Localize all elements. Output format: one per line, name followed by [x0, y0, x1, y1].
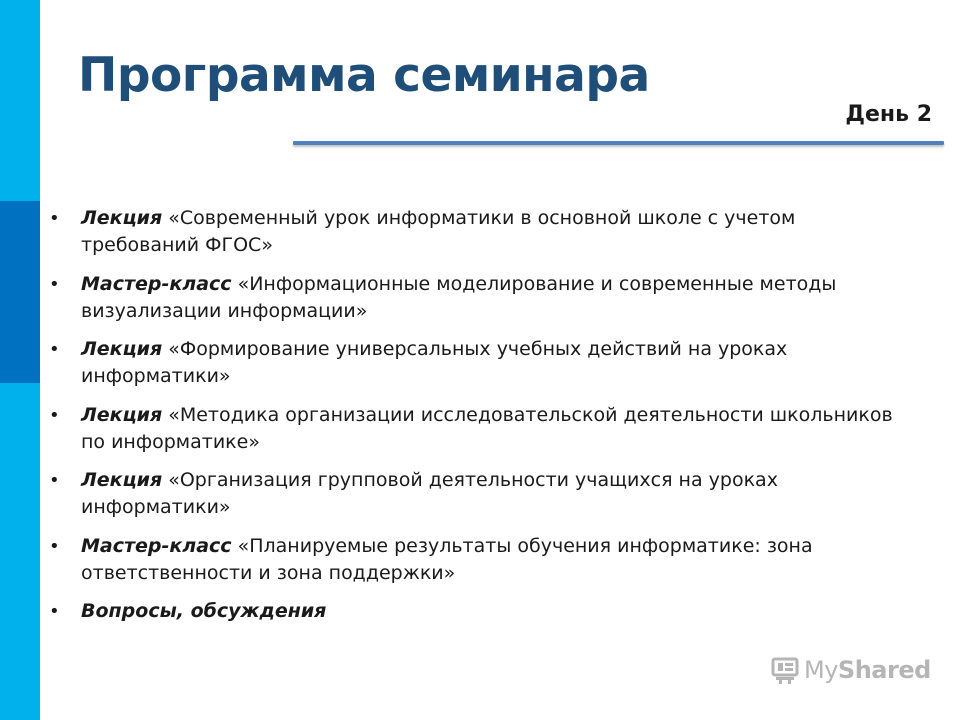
bullet-icon: • [49, 601, 60, 622]
projector-screen-icon [770, 655, 800, 685]
agenda-item [46, 598, 906, 625]
agenda-item-topic: «Современный урок информатики в основной школе с учетом требований ФГОС» [81, 207, 796, 256]
bullet-icon: • [49, 208, 60, 229]
bullet-icon: • [49, 535, 60, 557]
agenda-item-topic: «Организация групповой деятельности учащихся на уроках информатики» [81, 469, 778, 518]
agenda-item [46, 402, 906, 456]
watermark-text [804, 655, 931, 685]
title-divider [293, 141, 944, 145]
agenda-item-kind: Лекция [81, 207, 163, 229]
myshared-watermark[interactable] [770, 655, 931, 685]
slide-title: Программа семинара [78, 48, 650, 103]
agenda-item-kind: Лекция [81, 469, 163, 491]
agenda-item-kind: Вопросы, обсуждения [81, 600, 327, 622]
bullet-icon: • [49, 339, 60, 360]
agenda-item-kind: Мастер-класс [81, 272, 232, 295]
side-bar-accent [0, 201, 40, 383]
day-label: День 2 [845, 102, 932, 127]
agenda-item [46, 467, 906, 521]
agenda-item [46, 205, 906, 259]
agenda-item-topic: «Планируемые результаты обучения информатике: зона ответственности и зона поддержки» [81, 534, 813, 584]
bullet-icon: • [49, 470, 60, 491]
agenda-item-topic: «Информационные моделирование и современные методы визуализации информации» [81, 272, 837, 322]
agenda-item-kind: Лекция [81, 403, 163, 426]
watermark-text-bold: Shared [837, 656, 931, 684]
agenda-list [46, 205, 906, 637]
agenda-item-kind: Лекция [81, 338, 163, 360]
agenda-item-topic: «Методика организации исследовательской деятельности школьников по информатике» [81, 403, 893, 453]
agenda-item [46, 533, 906, 587]
agenda-item-kind: Мастер-класс [81, 534, 232, 557]
agenda-item [46, 271, 906, 325]
watermark-text-light: My [804, 656, 838, 684]
bullet-icon: • [49, 404, 60, 426]
agenda-item [46, 336, 906, 390]
agenda-item-topic: «Формирование универсальных учебных действий на уроках информатики» [81, 338, 788, 387]
bullet-icon: • [49, 273, 60, 295]
